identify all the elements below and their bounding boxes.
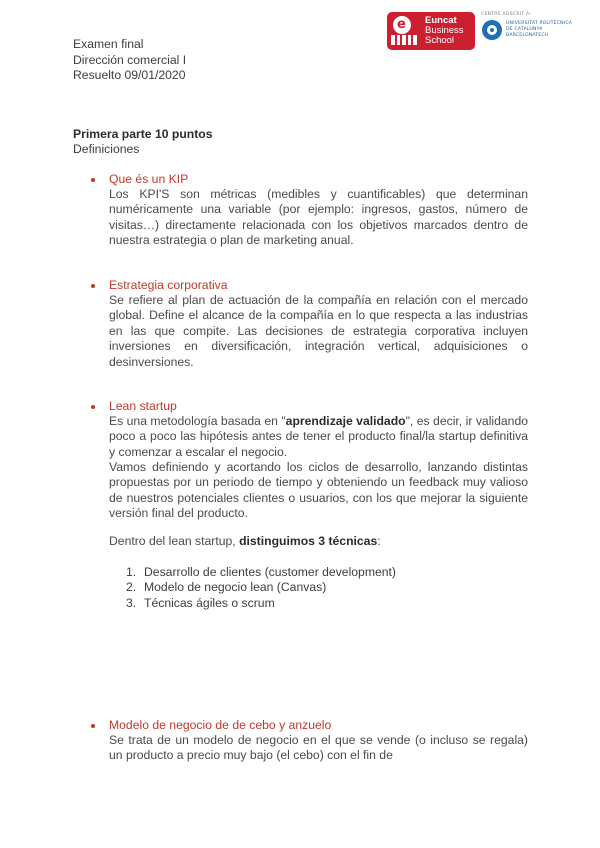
section-title-cebo: Modelo de negocio de de cebo y anzuelo bbox=[109, 718, 332, 732]
section-text-estrategia: Se refiere al plan de actuación de la compañía en relación con el mercado global. Define el alcance de la compañía en lo que respecta a las industrias en las que compite. Las decisiones de estrategia corporativa incluyen inversiones en diversificación, integración vertical, adquisiciones o desinversiones. bbox=[109, 293, 528, 369]
section-title-lean: Lean startup bbox=[109, 399, 177, 413]
list-item: 2. Modelo de negocio lean (Canvas) bbox=[126, 580, 327, 595]
logo-school-line-1: Euncat bbox=[425, 15, 457, 26]
section-text-lean-2: Vamos definiendo y acortando los ciclos de desarrollo, lanzando distintas propuestas por un periodo de tiempo y obteniendo un feedback muy valioso de nuestros potenciales clientes o usuarios, con los que mejorar la siguiente versión final del producto. bbox=[109, 460, 528, 521]
section-title-kpi: Que és un KIP bbox=[109, 172, 189, 186]
part-subtitle: Definiciones bbox=[73, 142, 140, 156]
section-title-estrategia: Estrategia corporativa bbox=[109, 278, 228, 292]
bullet-icon bbox=[91, 178, 95, 182]
section-text-lean-3: Dentro del lean startup, distinguimos 3 técnicas: bbox=[109, 534, 381, 548]
ordered-list-tecnicas bbox=[126, 565, 396, 611]
part-title: Primera parte 10 puntos bbox=[73, 127, 213, 141]
list-item: 3. Técnicas ágiles o scrum bbox=[126, 595, 275, 610]
euncat-logo bbox=[387, 12, 475, 50]
header-line-date: Resuelto 09/01/2020 bbox=[73, 68, 186, 82]
header-line-exam: Examen final bbox=[73, 37, 144, 51]
section-text-lean-1: Es una metodología basada en "aprendizaje validado", es decir, ir validando poco a poco las hipótesis antes de tener el producto final/la startup definitiva y comenzar a escalar el negocio. bbox=[109, 414, 528, 459]
bullet-icon bbox=[91, 405, 95, 409]
bullet-icon bbox=[91, 724, 95, 728]
emphasis-aprendizaje: aprendizaje validado bbox=[285, 414, 406, 428]
section-text-cebo: Se trata de un modelo de negocio en el que se vende (o incluso se regala) un producto a precio muy bajo (el cebo) con el fin de bbox=[109, 733, 528, 763]
affiliation-label: CENTRE ADSCRIT A: bbox=[481, 12, 532, 17]
emphasis-tecnicas: distinguimos 3 técnicas bbox=[239, 534, 378, 548]
upc-emblem-icon bbox=[482, 20, 502, 40]
upc-name: UNIVERSITAT POLITÈCNICA DE CATALUNYA BARCELONATECH bbox=[506, 21, 573, 38]
header-line-course: Dirección comercial I bbox=[73, 52, 187, 67]
list-item: 1. Desarrollo de clientes (customer development) bbox=[126, 565, 396, 579]
logo-school-line-3: School bbox=[425, 35, 455, 46]
document-header bbox=[73, 37, 186, 84]
bullet-icon bbox=[91, 284, 95, 288]
euncat-emblem-icon: e bbox=[391, 16, 421, 46]
logo-school-line-2: Business bbox=[425, 25, 464, 36]
section-text-kpi: Los KPI'S son métricas (medibles y cuantificables) que determinan numéricamente una variable (por ejemplo: ingresos, gastos, número de visitas…) directamente relacionada con los objetivos marcados dentro de nuestra estrategia o plan de marketing anual. bbox=[109, 187, 528, 248]
